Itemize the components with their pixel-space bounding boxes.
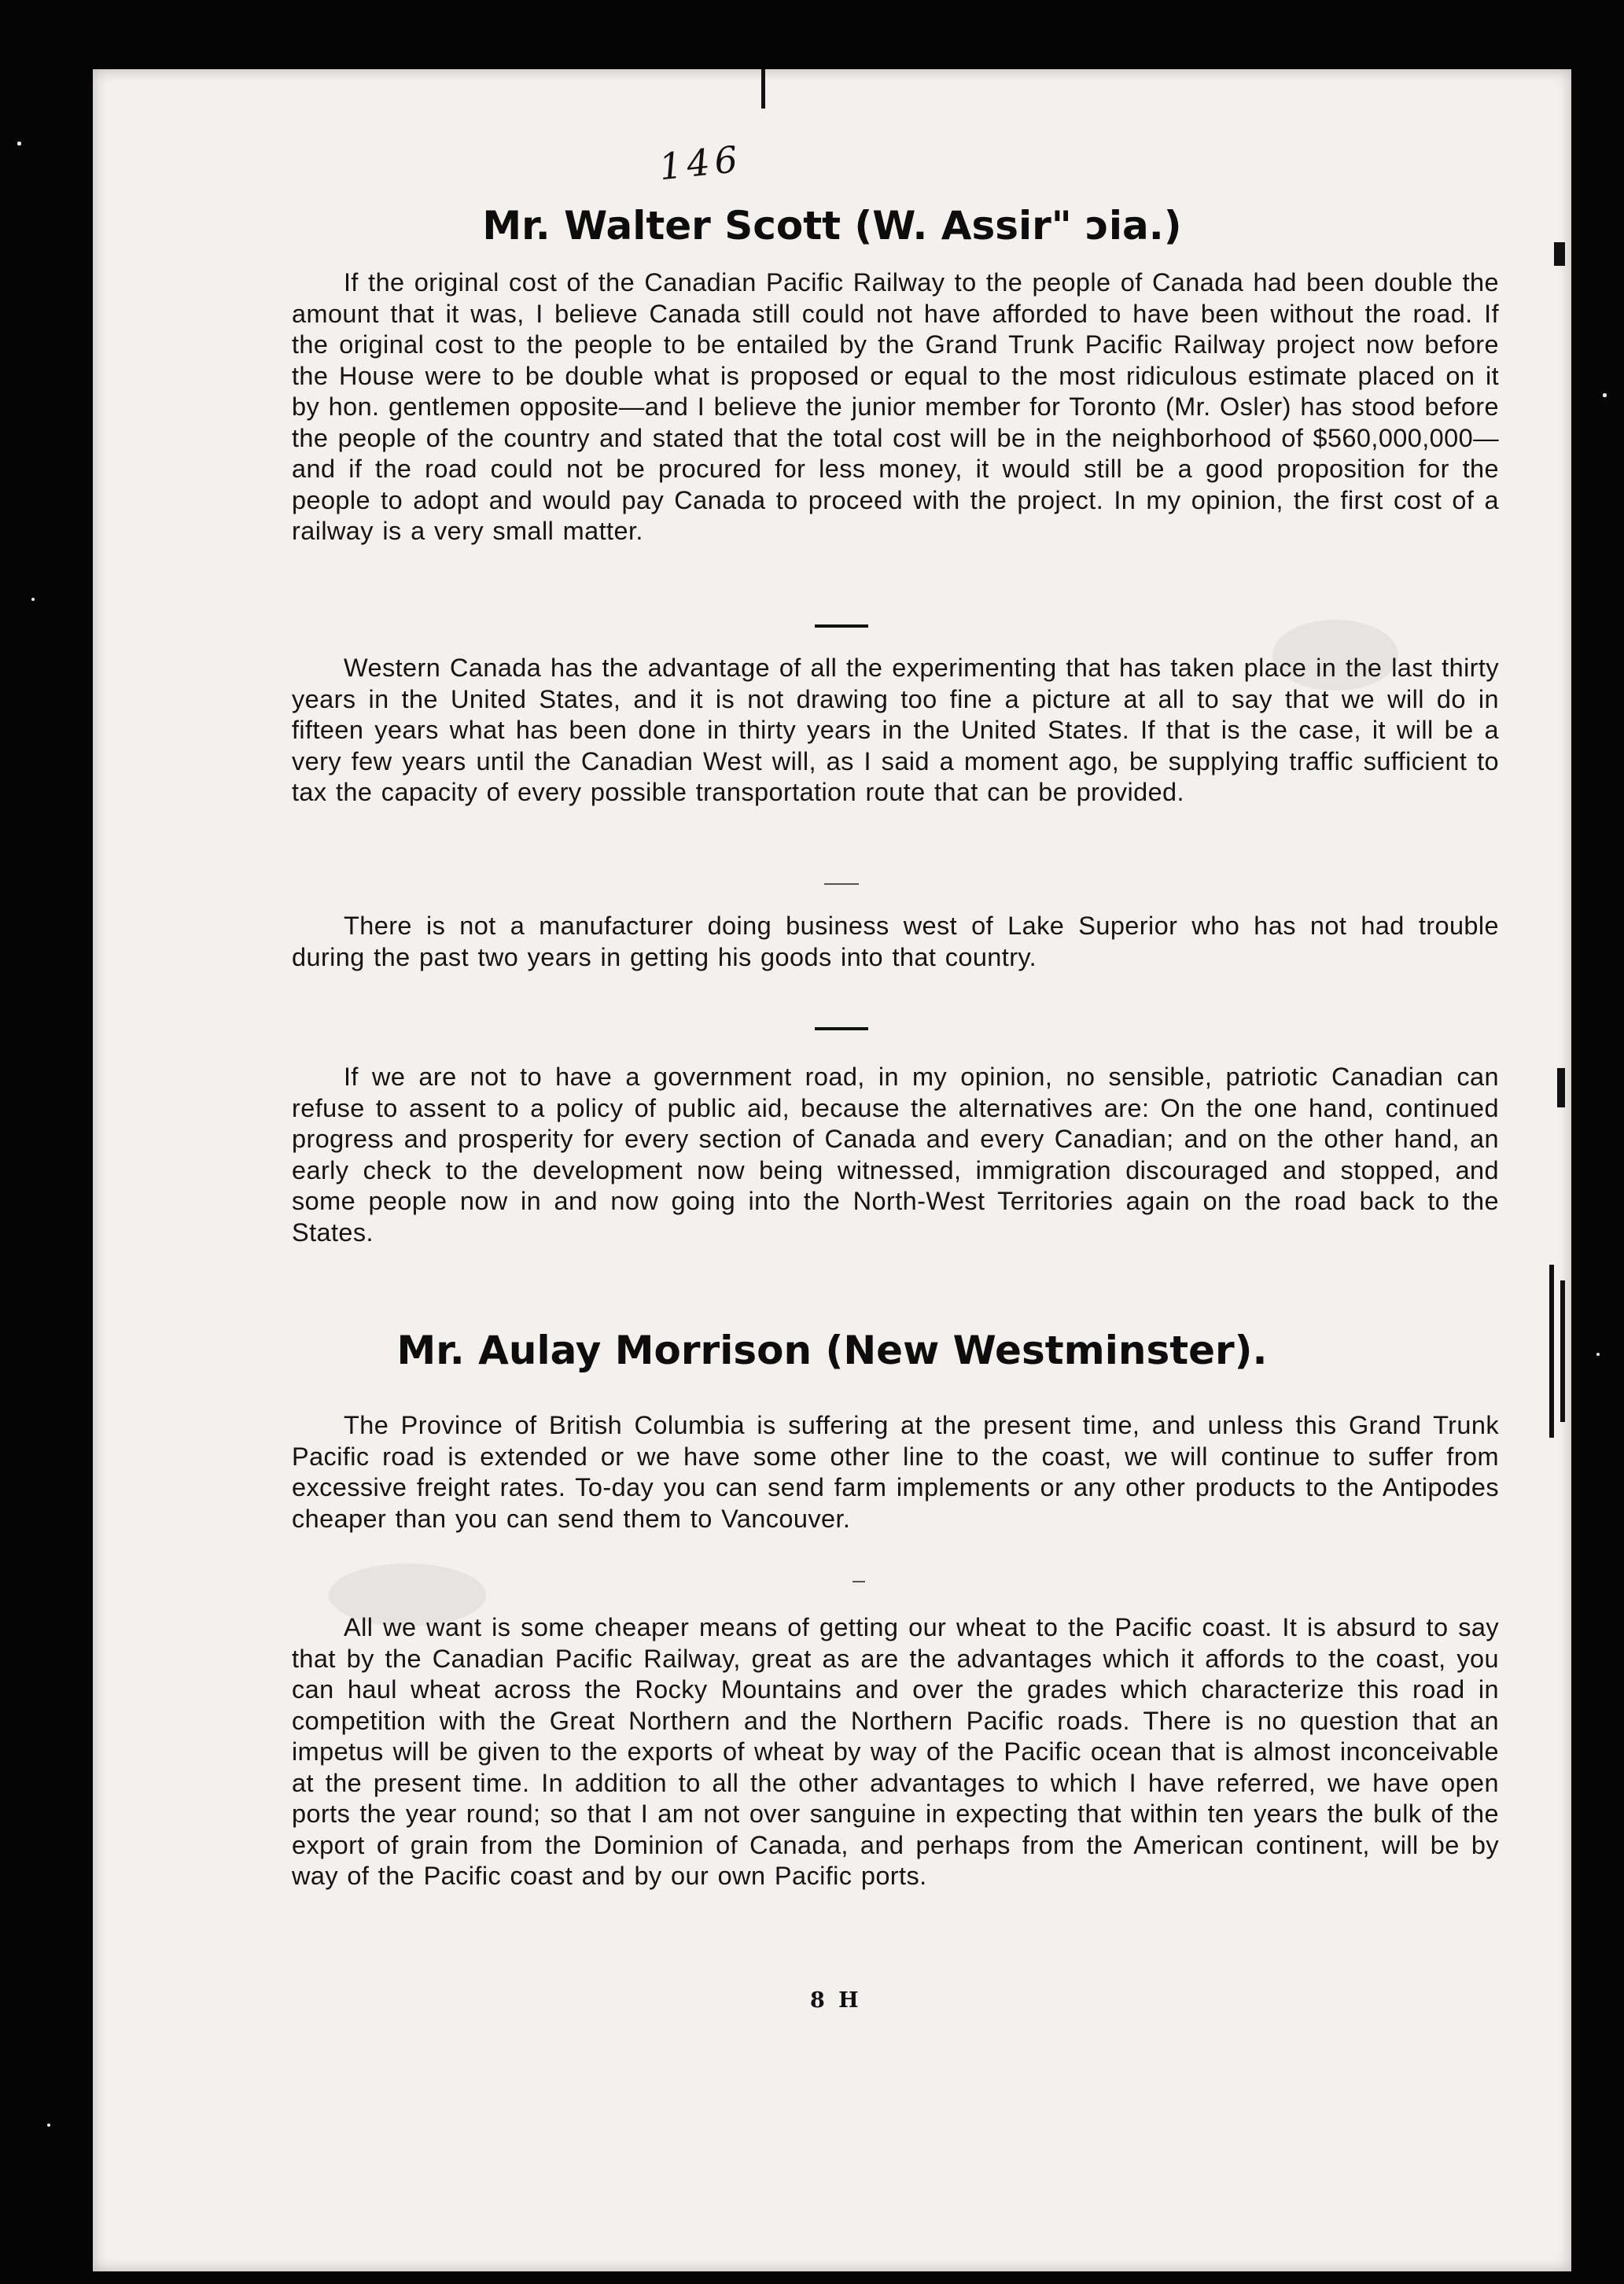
paragraph: All we want is some cheaper means of getting our wheat to the Pacific coast. It is absurd to say that by the Canadian Pacific Railway, great as are the advantages which it affords to the coast, you can haul wheat across the Rocky Mountains and over the grades which characterize this road in competition with the Great Northern and the Northern Pacific roads. There is no question that an impetus will be given to the exports of wheat by way of the Pacific ocean that is almost inconceivable at the present time. In addition to all the other advantages to which I have referred, we have open ports the year round; so that I am not over sanguine in expecting that within ten years the bulk of the export of grain from the Dominion of Canada, and perhaps from the American continent, will be by way of the Pacific coast and by our own Pacific ports. [292,1613,1499,1890]
paragraph: The Province of British Columbia is suffering at the present time, and unless this Grand Trunk Pacific road is extended or we have some other line to the coast, we will continue to suffer from excessive freight rates. To-day you can send farm implements or any other products to the Antipodes cheaper than you can send them to Vancouver. [292,1411,1499,1533]
divider-rule [815,624,868,628]
binding-mark [761,69,765,109]
divider-rule [824,883,859,885]
dust-speck [31,598,35,601]
dust-speck [1603,393,1607,397]
dust-speck [17,142,21,146]
divider-rule [815,1027,868,1030]
binding-mark [1557,1068,1565,1107]
section-heading-scott: Mr. Walter Scott (W. Assir" ɔia.) [482,203,1182,249]
dust-speck [47,2124,50,2127]
page-number: 146 [657,137,745,189]
paragraph: Western Canada has the advantage of all the experimenting that has taken place in the last thirty years in the United States, and it is not drawing too fine a picture at all to say that we will do in fifteen years what has been done in thirty years in the United States. If that is the case, it will be a very few years until the Canadian West will, as I said a moment ago, be supplying traffic sufficient to tax the capacity of every possible transportation route that can be provided. [292,654,1499,806]
document-page [93,69,1571,2271]
paragraph: There is not a manufacturer doing business west of Lake Superior who has not had trouble during the past two years in getting his goods into that country. [292,912,1499,971]
section-heading-morrison: Mr. Aulay Morrison (New Westminster). [396,1328,1268,1373]
divider-rule [853,1581,865,1582]
paragraph: If we are not to have a government road, in my opinion, no sensible, patriotic Canadian can refuse to assent to a policy of public aid, because the alternatives are: On the one hand, continued progress and prosperity for every section of Canada and every Canadian; and on the other hand, an early check to the development now being witnessed, immigration discouraged and stopped, and some people now in and now going into the North-West Territories again on the road back to the States. [292,1063,1499,1247]
dust-speck [1596,1353,1600,1356]
paragraph: If the original cost of the Canadian Pacific Railway to the people of Canada had been double the amount that it was, I believe Canada still could not have afforded to have been without the road. If the original cost to the people to be entailed by the Grand Trunk Pacific Railway project now before the House were to be double what is proposed or equal to the most ridiculous estimate placed on it by hon. gentlemen opposite—and I believe the junior member for Toronto (Mr. Osler) has stood before the people of the country and stated that the total cost will be in the neighborhood of $560,000,000—and if the road could not be procured for less money, it would still be a good proposition for the people to adopt and would pay Canada to proceed with the project. In my opinion, the first cost of a railway is a very small matter. [292,268,1499,545]
page-footer: 8 H [810,1988,862,2013]
